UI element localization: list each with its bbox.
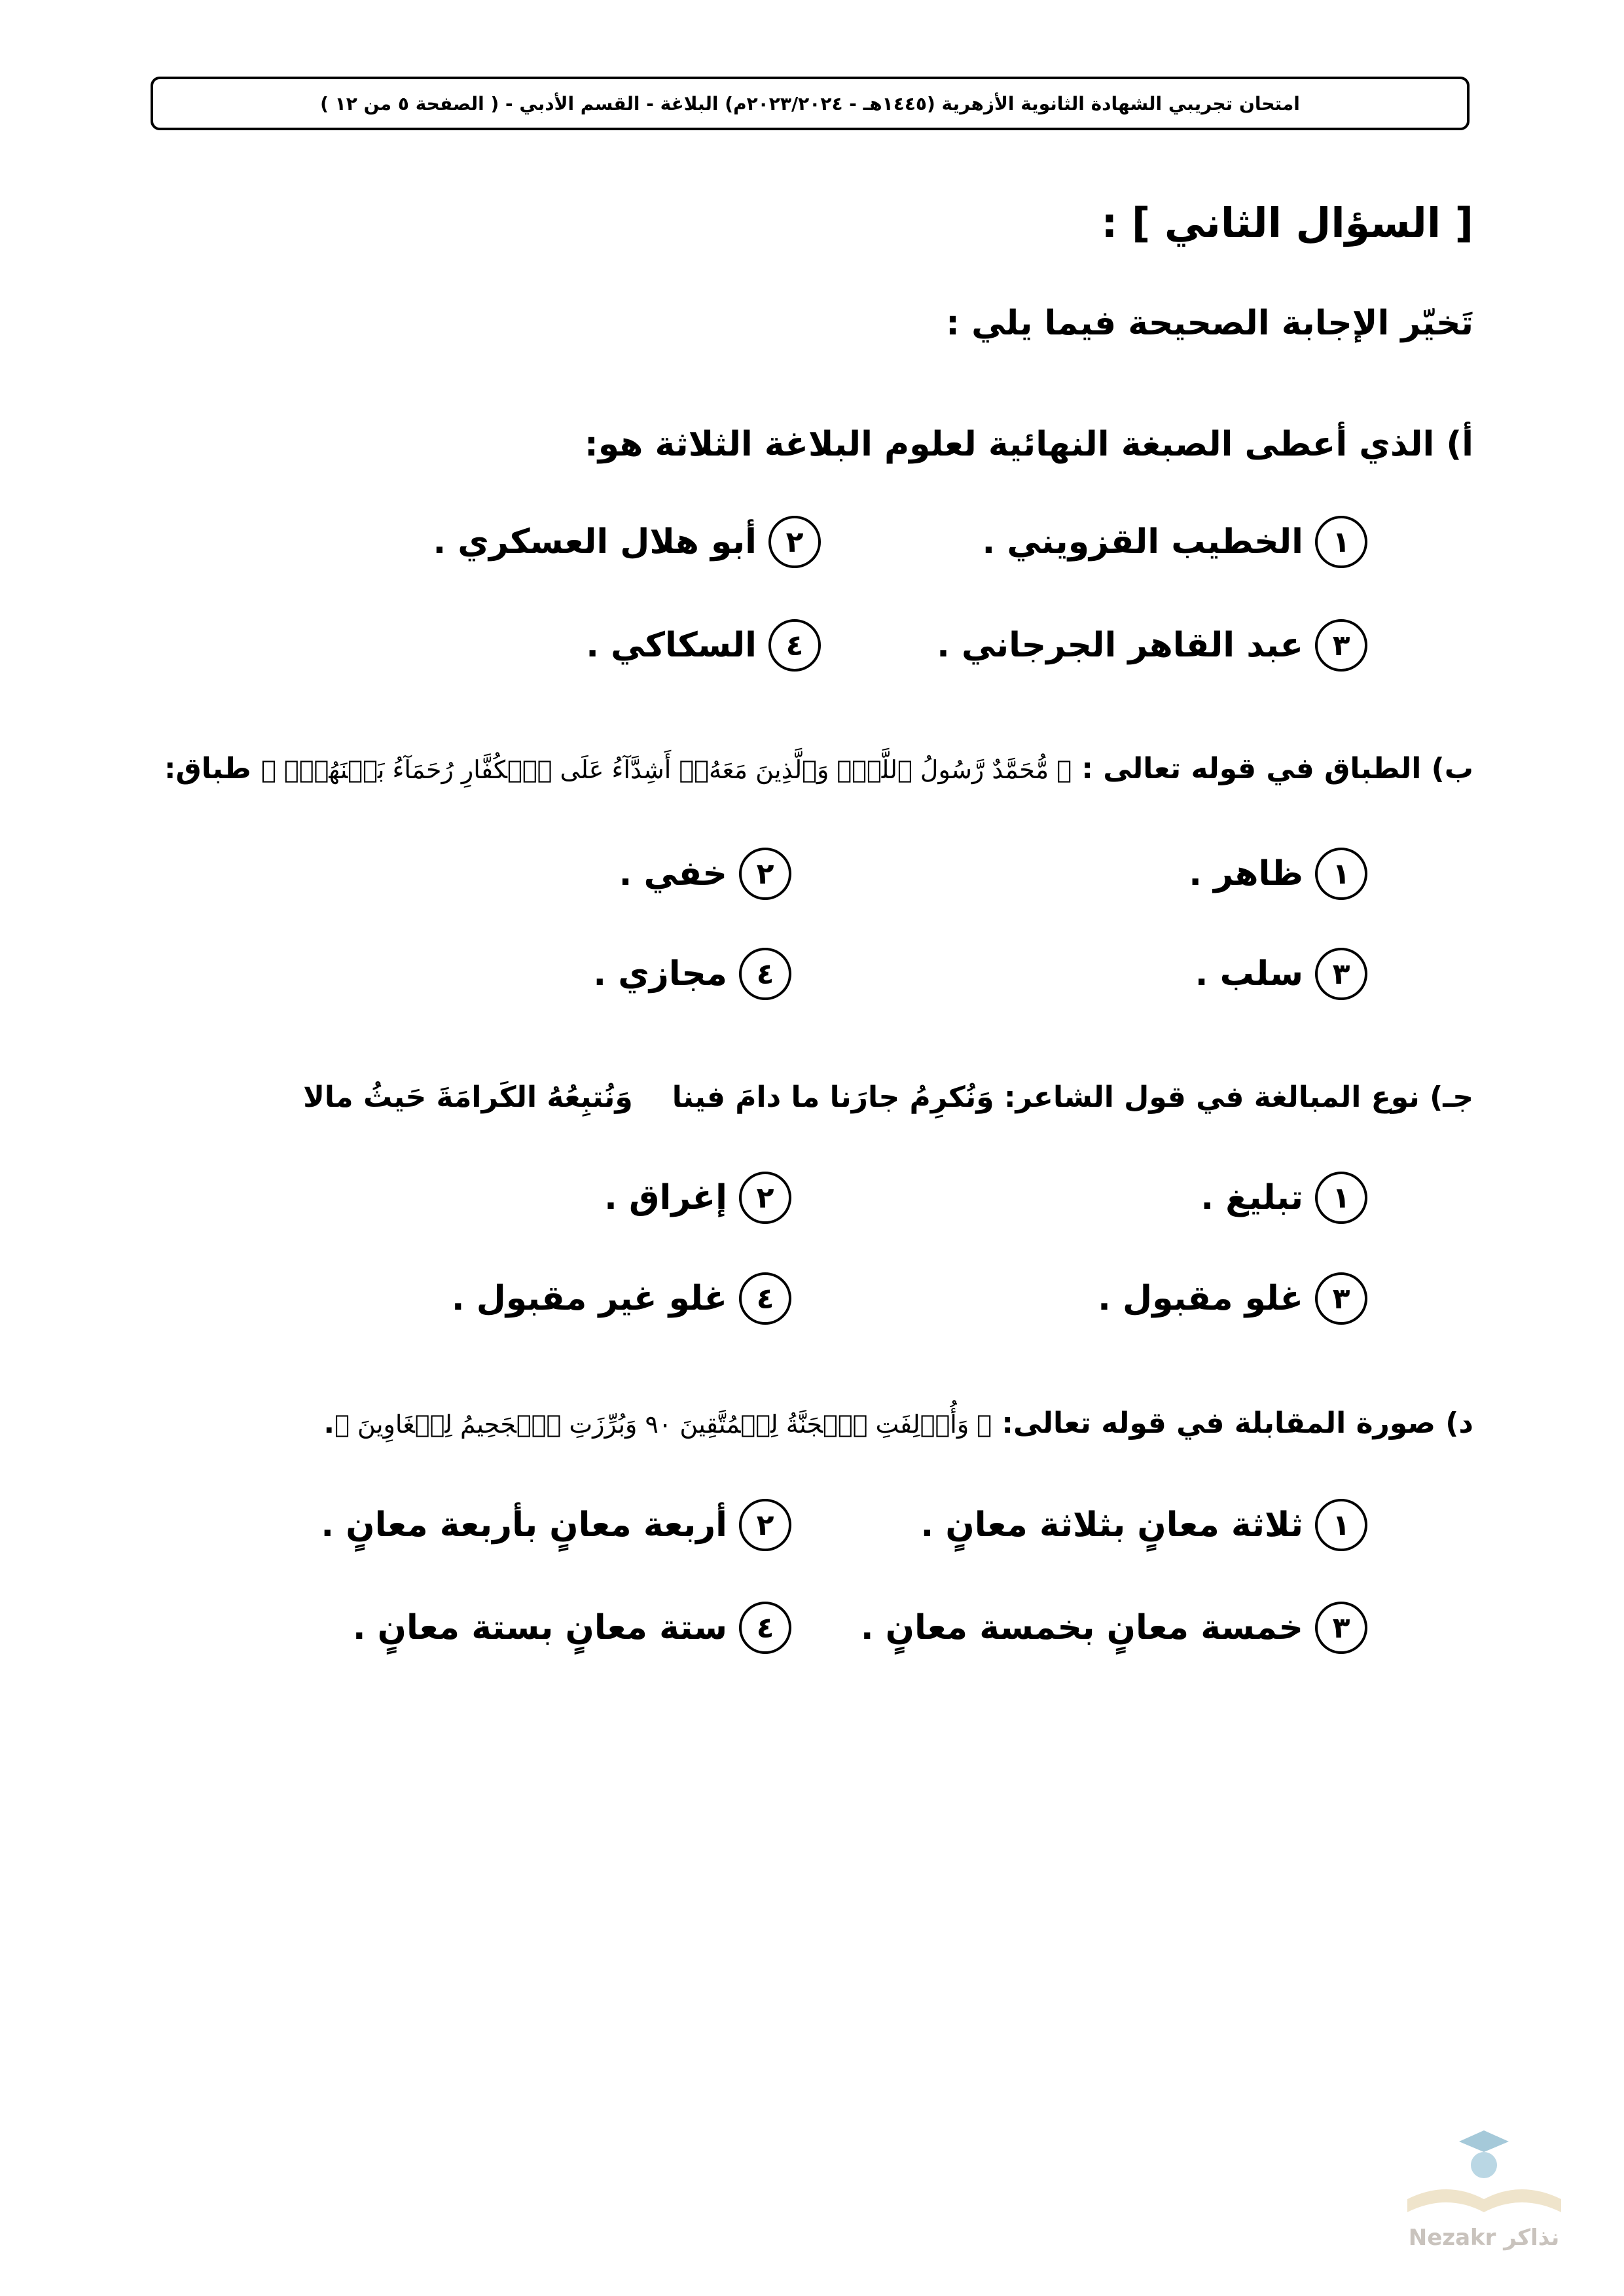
option-number: ٢ [739,1172,791,1224]
option-number: ٣ [1315,619,1367,672]
option-d3[interactable] [861,1602,1367,1654]
option-text: ظاهر . [1189,854,1303,893]
option-number: ٢ [739,848,791,900]
option-text: تبليغ . [1200,1178,1303,1217]
option-number: ١ [1315,1172,1367,1224]
option-c3[interactable] [1098,1272,1367,1325]
option-c1[interactable] [1200,1172,1367,1224]
option-text: ستة معانٍ بستة معانٍ . [352,1608,727,1647]
question-title: [ السؤال الثاني ] : [1101,199,1473,247]
nezakr-logo [1394,2127,1574,2258]
option-number: ٣ [1315,1602,1367,1654]
person-icon [1471,2152,1497,2178]
option-a3[interactable] [937,619,1367,672]
option-number: ٣ [1315,948,1367,1000]
option-text: غلو مقبول . [1098,1279,1303,1318]
option-b4[interactable] [593,948,791,1000]
question-text: ب) الطباق في قوله تعالى : [1081,752,1473,785]
option-a2[interactable] [433,516,821,568]
option-b3[interactable] [1195,948,1367,1000]
page-header [151,77,1470,130]
option-number: ١ [1315,516,1367,568]
option-text: السكاكي . [586,626,757,665]
question-a [585,425,1473,465]
option-text: خمسة معانٍ بخمسة معانٍ . [860,1608,1303,1647]
option-d4[interactable] [353,1602,791,1654]
option-text: الخطيب القزويني . [982,522,1303,562]
question-d [323,1407,1473,1441]
option-text: عبد القاهر الجرجاني . [937,626,1303,665]
option-a1[interactable] [982,516,1367,568]
instruction: تَخيّر الإجابة الصحيحة فيما يلي : [946,304,1473,343]
book-icon [1407,2189,1561,2212]
option-number: ٤ [768,619,821,672]
option-c4[interactable] [452,1272,791,1325]
option-b1[interactable] [1189,848,1367,900]
option-number: ٤ [739,948,791,1000]
option-text: أربعة معانٍ بأربعة معانٍ . [321,1505,727,1545]
header-text: امتحان تجريبي الشهادة الثانوية الأزهرية (١٤٤٥هـ - ٢٠٢٣/٢٠٢٤م) البلاغة - القسم الأدبي - ( الصفحة ٥ من ١٢ ) [320,92,1300,115]
option-text: خفي . [619,854,727,893]
option-a4[interactable] [586,619,821,672]
question-c [303,1081,1473,1115]
option-text: إغراق . [604,1178,727,1217]
option-number: ٢ [768,516,821,568]
question-text: د) صورة المقابلة في قوله تعالى: [1001,1407,1473,1440]
option-number: ٢ [739,1499,791,1551]
option-b2[interactable] [619,848,791,900]
option-text: غلو غير مقبول . [451,1279,727,1318]
option-c2[interactable] [604,1172,791,1224]
question-b [164,753,1473,786]
question-suffix: طباق: [164,752,251,785]
option-number: ١ [1315,1499,1367,1551]
option-d2[interactable] [321,1499,791,1551]
option-d1[interactable] [921,1499,1367,1551]
option-text: ثلاثة معانٍ بثلاثة معانٍ . [920,1505,1303,1545]
quran-verse: ﴿ وَأُزۡلِفَتِ ٱلۡجَنَّةُ لِلۡمُتَّقِينَ ٩٠ وَبُرِّزَتِ ٱلۡجَحِيمُ لِلۡغَاوِينَ ﴾ [334,1410,992,1439]
question-text: جـ) نوع المبالغة في قول الشاعر: [1003,1081,1473,1114]
option-text: سلب . [1195,954,1303,994]
option-number: ١ [1315,848,1367,900]
graduation-cap-icon [1459,2130,1509,2152]
poem-second-hemistich: وَنُتبِعُهُ الكَرامَةَ حَيثُ مالا [303,1081,633,1114]
option-number: ٣ [1315,1272,1367,1325]
logo-text: Nezakr نذاكر [1408,2225,1560,2251]
option-number: ٤ [739,1272,791,1325]
option-number: ٤ [739,1602,791,1654]
option-text: مجازي . [593,954,727,994]
quran-verse: ﴿ مُّحَمَّدٌ رَّسُولُ ٱللَّهِۚ وَٱلَّذِينَ مَعَهُۥٓ أَشِدَّآءُ عَلَى ٱلۡكُفَّارِ رُحَمَآءُ بَيۡنَهُمۡۖ ﴾ [261,755,1072,784]
poem-first-hemistich: وَنُكرِمُ جارَنا ما دامَ فينا [672,1081,994,1114]
option-text: أبو هلال العسكري . [433,522,757,562]
question-suffix: . [323,1407,335,1440]
question-text: أ) الذي أعطى الصبغة النهائية لعلوم البلاغة الثلاثة هو: [585,425,1473,464]
